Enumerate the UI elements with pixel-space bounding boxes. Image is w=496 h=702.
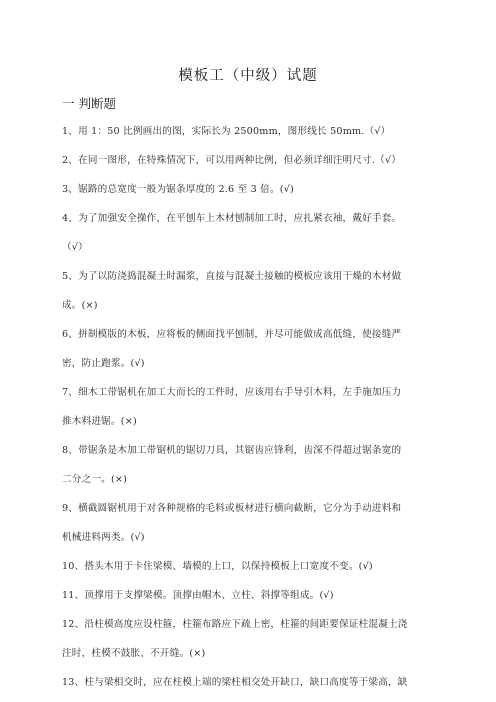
question-line: 11、顶撑用于支撑梁模。顶撑由帽木、立柱、斜撑等组成。(√) xyxy=(62,590,334,601)
question-line: 8、带锯条是木加工带锯机的锯切刀具，其锯齿应锋利，齿深不得超过锯条宽的 xyxy=(62,445,402,456)
question-item xyxy=(62,552,438,581)
question-line: （√） xyxy=(62,242,88,253)
question-line: 机械进料两类。(√) xyxy=(62,532,145,543)
question-line: 2、在同一图形，在特殊情况下，可以用两种比例，但必须详细注明尺寸.（√） xyxy=(62,155,402,166)
question-item xyxy=(62,204,438,262)
question-item xyxy=(62,117,438,146)
question-line: 二分之一。(×) xyxy=(62,474,128,485)
question-item xyxy=(62,494,438,552)
question-line: 成。(×) xyxy=(62,300,98,311)
document-title: 模板工（中级）试题 xyxy=(178,68,318,84)
question-item xyxy=(62,320,438,378)
question-line: 7、细木工带锯机在加工大而长的工件时，应该用右手导引木料，左手施加压力 xyxy=(62,387,402,398)
question-line: 10、搭头木用于卡住梁模、墙模的上口，以保持模板上口宽度不变。(√) xyxy=(62,561,373,572)
question-line: 推木料进锯。(×) xyxy=(62,416,137,427)
question-line: 12、沿柱模高度应设柱箍，柱箍布路应下疏上密，柱箍的间距要保证柱混凝土浇 xyxy=(62,619,408,630)
question-line: 密，防止跑浆。(√) xyxy=(62,358,145,369)
question-line: 1、用 1：50 比例画出的图，实际长为 2500mm，图形线长 50mm.（√） xyxy=(62,126,391,137)
question-item xyxy=(62,175,438,204)
section-heading: 一 判断题 xyxy=(62,96,116,111)
question-line: 13、柱与梁相交时，应在柱模上端的梁柱相交处开缺口，缺口高度等于梁高，缺 xyxy=(62,677,408,688)
question-item xyxy=(62,610,438,668)
question-line: 注时，柱模不鼓胀、不开缝。(×) xyxy=(62,648,206,659)
question-item xyxy=(62,146,438,175)
question-line: 4、为了加强安全操作，在平刨车上木材刨制加工时，应扎紧衣袖，戴好手套。 xyxy=(62,213,402,224)
question-item xyxy=(62,262,438,320)
question-line: 9、横截圆锯机用于对各种规格的毛料或板材进行横向截断，它分为手动进料和 xyxy=(62,503,402,514)
question-item xyxy=(62,436,438,494)
question-line: 3、锯路的总宽度一般为锯条厚度的 2.6 至 3 倍。(√) xyxy=(62,184,294,195)
question-item xyxy=(62,378,438,436)
question-item xyxy=(62,668,438,697)
question-item xyxy=(62,581,438,610)
question-line: 5、为了以防浇捣混凝土时漏浆，直接与混凝土接触的模板应该用干燥的木材做 xyxy=(62,271,402,282)
question-line: 6、拼制模版的木板，应将板的侧面找平刨制，并尽可能做成高低缝，使接缝严 xyxy=(62,329,402,340)
